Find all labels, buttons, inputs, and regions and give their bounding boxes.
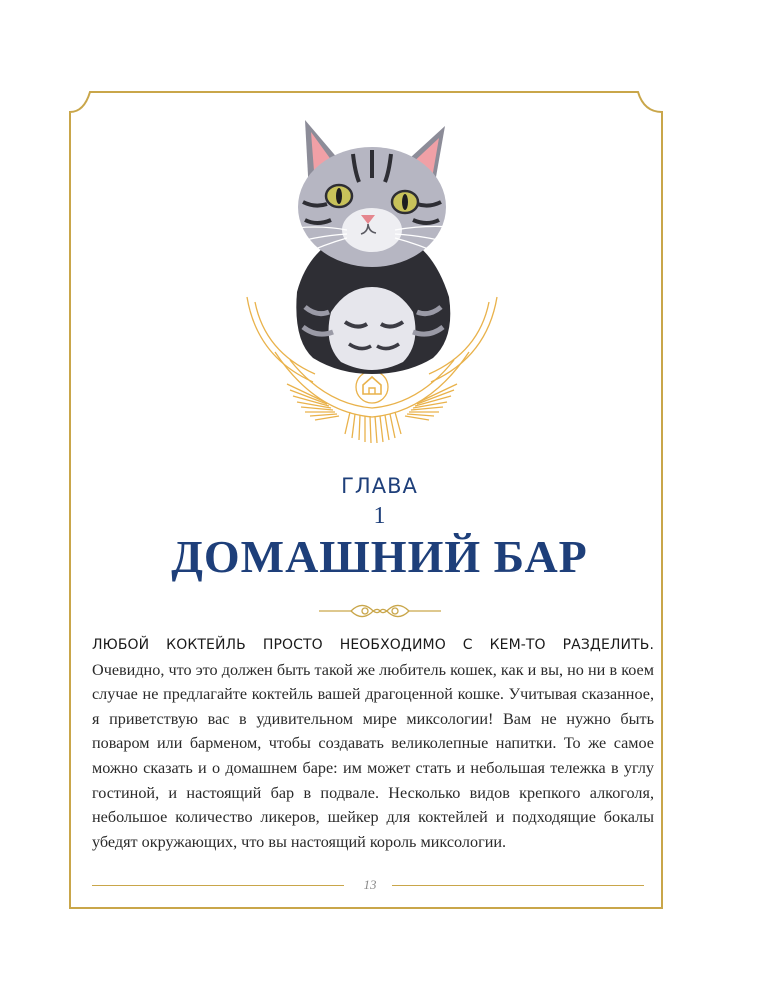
body-paragraph xyxy=(92,632,654,854)
flourish-divider-icon xyxy=(317,599,443,623)
cat-illustration xyxy=(235,112,510,452)
chapter-number: 1 xyxy=(373,503,386,529)
body-text: Очевидно, что это должен быть такой же любитель кошек, как и вы, но ни в коем случае не предлагайте коктейль вашей драгоценной кошке. Учитывая сказанное, я приветствую вас в удивительном мире миксологии! Вам не нужно быть поваром или барменом, чтобы создавать великолепные напитки. То же самое можно сказать и о домашнем баре: им может стать и небольшая тележка в углу гостиной, и настоящий бар в подвале. Несколько видов крепкого алкоголя, небольшое количество ликеров, шейкер для коктейлей и подходящие бокалы убедят окружающих, что вы настоящий король миксологии. xyxy=(92,660,654,851)
page-number: 13 xyxy=(363,877,377,892)
chapter-title: ДОМАШНИЙ БАР xyxy=(171,531,588,582)
footer-line-right xyxy=(392,885,644,886)
lead-in-text: ЛЮБОЙ КОКТЕЙЛЬ ПРОСТО НЕОБХОДИМО С КЕМ-ТО РАЗДЕЛИТЬ. xyxy=(92,637,654,653)
cat-head xyxy=(281,120,463,267)
chapter-label: ГЛАВА xyxy=(341,474,418,498)
footer-line-left xyxy=(92,885,344,886)
